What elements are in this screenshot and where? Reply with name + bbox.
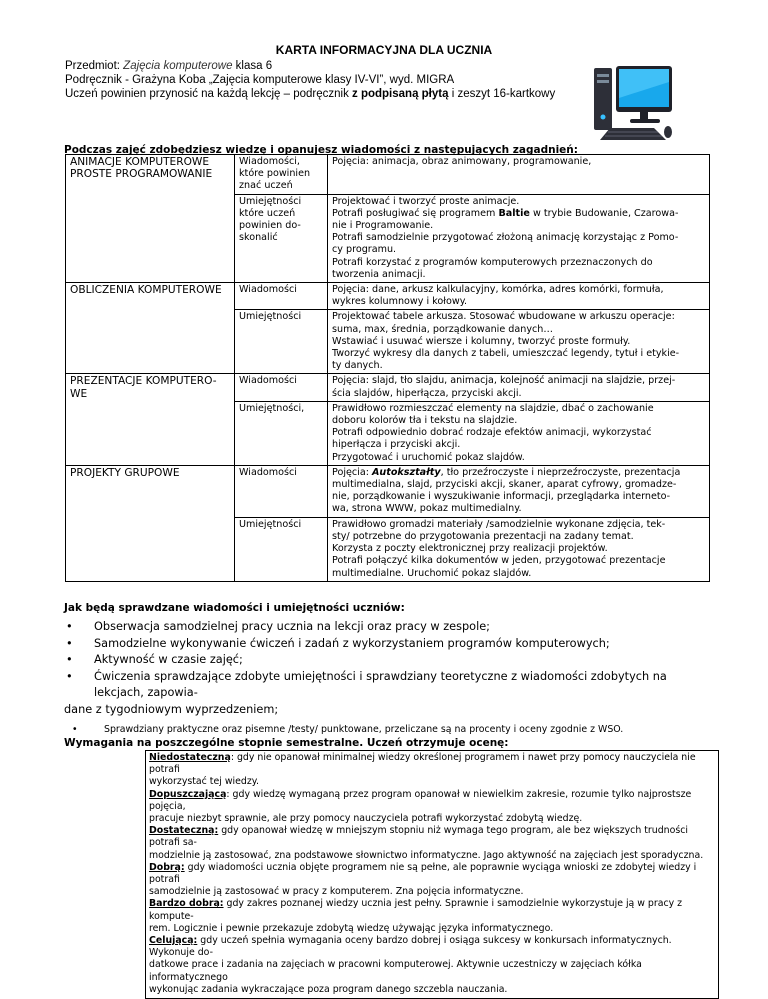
- list-item: • Samodzielne wykonywanie ćwiczeń i zadań z wykorzystaniem programów komputerowych;: [64, 636, 714, 653]
- grade-item: Dostateczną: gdy opanował wiedzę w mniejszym stopniu niż wymaga tego program, ale bez większych trudności potrafi sa-: [149, 825, 688, 849]
- topic-content: Pojęcia: slajd, tło slajdu, animacja, kolejność animacji na slajdzie, przej- ścia slajdów, hiperłącza, przyciski akcji.: [328, 374, 710, 401]
- topic-content: Prawidłowo rozmieszczać elementy na slajdzie, dbać o zachowanie doboru kolorów tła i tekstu na slajdzie. Potrafi odpowiednio dobrać rodzaje efektów animacji, wykorzystać hiperłącza i przyciski akcji. Przygotować i uruchomić pokaz slajdów.: [328, 401, 710, 465]
- table-row: [66, 283, 710, 310]
- list-item: • Aktywność w czasie zajęć;: [64, 652, 714, 669]
- topic-content: Pojęcia: dane, arkusz kalkulacyjny, komórka, adres komórki, formuła, wykres kolumnowy i kołowy.: [328, 283, 710, 310]
- topics-heading: Podczas zajęć zdobędziesz wiedzę i opanujesz wiadomości z następujących zagadnień:: [64, 144, 578, 156]
- table-row: [66, 465, 710, 517]
- topic-kind: Umiejętności: [235, 310, 328, 374]
- topic-kind: Wiadomości: [235, 465, 328, 517]
- list-item: • Obserwacja samodzielnej pracy ucznia na lekcji oraz pracy w zespole;: [64, 619, 714, 636]
- textbook-line: Podręcznik - Grażyna Koba „Zajęcia komputerowe klasy IV-VI”, wyd. MIGRA: [65, 74, 455, 86]
- topic-area: PROJEKTY GRUPOWE: [66, 465, 235, 581]
- topic-area: OBLICZENIA KOMPUTEROWE: [66, 283, 235, 374]
- assessment-heading: Jak będą sprawdzane wiadomości i umiejętności uczniów:: [64, 602, 405, 614]
- subject-name: Zajęcia komputerowe: [123, 60, 233, 72]
- grade-item: Niedostateczną: gdy nie opanował minimalnej wiedzy określonej programem i nawet przy pomocy nauczyciela nie potrafi: [149, 752, 696, 776]
- list-item: • Sprawdziany praktyczne oraz pisemne /testy/ punktowane, przeliczane są na procenty i oceny zgodnie z WSO.: [64, 722, 714, 739]
- topic-content: Projektować i tworzyć proste animacje. Potrafi posługiwać się programem Baltie w trybie Budowanie, Czarowa- nie i Programowanie. Potrafi samodzielnie przygotować złożoną animację korzystając z Pomo- cy programu. Potrafi korzystać z programów komputerowych przeznaczonych do tworzenia animacji.: [328, 194, 710, 282]
- topic-kind: Wiadomości: [235, 283, 328, 310]
- grades-box: Niedostateczną: gdy nie opanował minimalnej wiedzy określonej programem i nawet przy pomocy nauczyciela nie potrafi wykorzystać tej wiedzy. Dopuszczającą: gdy wiedzę wymaganą przez program opanował w niewielkim zakresie, rozumie tylko najprostsze pojęcia, pracuje niezbyt sprawnie, ale przy pomocy nauczyciela potrafi wykorzystać zdobytą wiedzę. Dostateczną: gdy opanował wiedzę w mniejszym stopniu niż wymaga tego program, ale bez większych trudności potrafi sa- modzielnie ją zastosować, zna podstawowe słownictwo informatyczne. Jago aktywność na zajęciach jest sporadyczna. Dobrą: gdy wiadomości ucznia objęte programem nie są pełne, ale poprawnie wyciąga wnioski ze zdobytej wiedzy i potrafi samodzielnie ją zastosować w pracy z komputerem. Zna pojęcia informatyczne. Bardzo dobrą: gdy zakres poznanej wiedzy ucznia jest pełny. Sprawnie i samodzielnie wykorzystuje ją w pracy z kompute- rem. Logicznie i pewnie przekazuje zdobytą wiedzę używając języka informatycznego. Celującą: gdy uczeń spełnia wymagania oceny bardzo dobrej i osiąga sukcesy w konkursach informatycznych. Wykonuje do- datkowe prace i zadania na zajęciach w pracowni komputerowej. Aktywnie uczestniczy w zajęciach kółka informatycznego wykonując zadania wykraczające poza program danego szczebla nauczania.: [145, 750, 719, 999]
- topic-area: ANIMACJE KOMPUTEROWE PROSTE PROGRAMOWANIE: [66, 155, 235, 283]
- topic-kind: Umiejętności: [235, 517, 328, 581]
- topic-content: Projektować tabele arkusza. Stosować wbudowane w arkuszu operacje: suma, max, średnia, porządkowanie danych… Wstawiać i usuwać wiersze i kolumny, tworzyć proste formuły. Tworzyć wykresy dla danych z tabeli, umieszczać legendy, tytuł i etykie- ty danych.: [328, 310, 710, 374]
- grade-item: Dobrą: gdy wiadomości ucznia objęte programem nie są pełne, ale poprawnie wyciąga wnioski ze zdobytej wiedzy i potrafi: [149, 861, 697, 886]
- subject-class: klasa 6: [232, 60, 273, 72]
- topic-kind: Wiadomości, które powinien znać uczeń: [235, 155, 328, 195]
- table-row: [66, 374, 710, 401]
- list-item-continuation: dane z tygodniowym wyprzedzeniem;: [64, 702, 279, 716]
- list-item: • Ćwiczenia sprawdzające zdobyte umiejętności i sprawdziany teoretyczne z wiadomości zdobytych na lekcjach, zapowia-: [64, 669, 714, 702]
- table-row: [66, 155, 710, 195]
- computer-icon: [592, 62, 676, 144]
- bring-line: Uczeń powinien przynosić na każdą lekcję – podręcznik z podpisaną płytą i zeszyt 16-kartkowy: [65, 88, 556, 100]
- topic-content: Prawidłowo gromadzi materiały /samodzielnie wykonane zdjęcia, tek- sty/ potrzebne do przygotowania prezentacji na zadany temat. Korzysta z poczty elektronicznej przy realizacji projektów. Potrafi połączyć kilka dokumentów w jeden, przygotować prezentacje multimedialne. Uruchomić pokaz slajdów.: [328, 517, 710, 581]
- grades-heading: Wymagania na poszczególne stopnie semestralne. Uczeń otrzymuje ocenę:: [64, 737, 509, 749]
- grade-item: Bardzo dobrą: gdy zakres poznanej wiedzy ucznia jest pełny. Sprawnie i samodzielnie wykorzystuje ją w pracy z kompute-: [149, 898, 683, 922]
- assessment-list: [64, 619, 714, 738]
- subject-line: Przedmiot: Zajęcia komputerowe klasa 6: [65, 60, 273, 72]
- topic-kind: Umiejętności,: [235, 401, 328, 465]
- topic-area: PREZENTACJE KOMPUTERO- WE: [66, 374, 235, 465]
- topics-table: [65, 154, 710, 582]
- subject-label: Przedmiot: [65, 60, 117, 72]
- topic-content: Pojęcia: animacja, obraz animowany, programowanie,: [328, 155, 710, 195]
- topic-kind: Wiadomości: [235, 374, 328, 401]
- grade-item: Celującą: gdy uczeń spełnia wymagania oceny bardzo dobrej i osiąga sukcesy w konkursach informatycznych. Wykonuje do-: [149, 935, 672, 959]
- topic-kind: Umiejętności które uczeń powinien do- skonalić: [235, 194, 328, 282]
- topic-content: Pojęcia: Autokształty, tło przeźroczyste i nieprzeźroczyste, prezentacja multimedialna, slajd, przyciski akcji, skaner, aparat cyfrowy, gromadze- nie, porządkowanie i wyszukiwanie informacji, przeglądarka interneto- wa, strona WWW, pokaz multimedialny.: [328, 465, 710, 517]
- grade-item: Dopuszczającą: gdy wiedzę wymaganą przez program opanował w niewielkim zakresie, rozumie tylko najprostsze pojęcia,: [149, 788, 692, 812]
- page-title: KARTA INFORMACYJNA DLA UCZNIA: [275, 43, 493, 57]
